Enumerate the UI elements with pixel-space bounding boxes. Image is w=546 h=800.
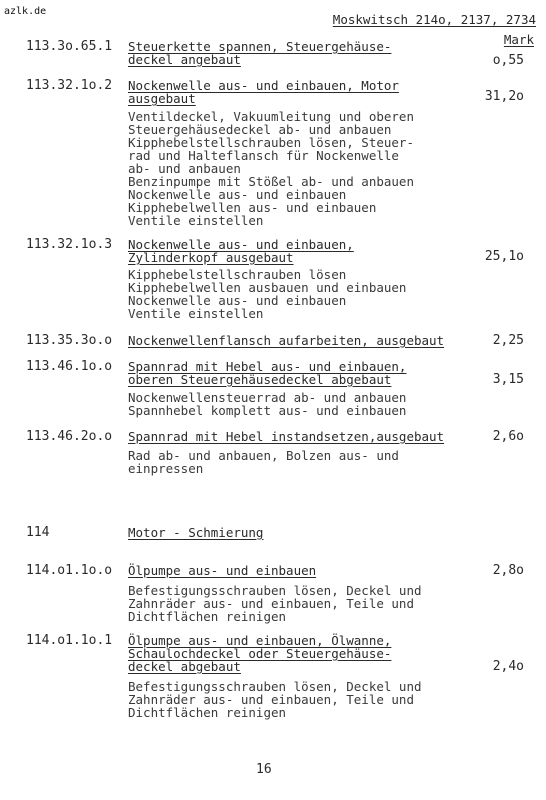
entry-desc: Kipphebelwellen aus- und einbauen: [128, 200, 377, 215]
entry-code: 114.o1.1o.1: [26, 633, 113, 648]
entry-value: 25,1o: [484, 249, 524, 264]
entry-desc: Kipphebelstellschrauben lösen, Steuer-: [128, 135, 414, 150]
entry-desc: Kipphebelstellschrauben lösen: [128, 267, 347, 282]
entry-desc: Dichtflächen reinigen: [128, 705, 287, 720]
entry-title: Zylinderkopf ausgebaut: [128, 250, 294, 265]
entry-desc: Nockenwelle aus- und einbauen: [128, 187, 347, 202]
entry-desc: rad und Halteflansch für Nockenwelle: [128, 148, 399, 163]
entry-value: o,55: [492, 53, 524, 68]
entry-title: oberen Steuergehäusedeckel abgebaut: [128, 372, 392, 387]
entry-desc: Kipphebelwellen ausbauen und einbauen: [128, 280, 407, 295]
entry-desc: Befestigungsschrauben lösen, Deckel und: [128, 679, 422, 694]
entry-code: 113.46.1o.o: [26, 359, 113, 374]
entry-title: Nockenwelle aus- und einbauen, Motor: [128, 78, 399, 93]
unit-label: Mark: [503, 32, 534, 47]
entry-desc: Ventile einstellen: [128, 213, 264, 228]
entry-desc: Befestigungsschrauben lösen, Deckel und: [128, 583, 422, 598]
entry-value: 3,15: [492, 372, 524, 387]
entry-value: 2,4o: [492, 659, 524, 674]
section-code: 114: [26, 525, 50, 540]
entry-title: deckel abgebaut: [128, 659, 241, 674]
entry-code: 113.32.1o.2: [26, 78, 113, 93]
entry-title: ausgebaut: [128, 91, 196, 106]
entry-title: Ölpumpe aus- und einbauen: [128, 563, 317, 578]
entry-desc: Nockenwelle aus- und einbauen: [128, 293, 347, 308]
entry-value: 31,2o: [484, 89, 524, 104]
entry-desc: ab- und anbauen: [128, 161, 241, 176]
entry-title: Schaulochdeckel oder Steuergehäuse-: [128, 646, 392, 661]
entry-code: 113.46.2o.o: [26, 429, 113, 444]
entry-title: Nockenwelle aus- und einbauen,: [128, 237, 354, 252]
entry-value: 2,6o: [492, 429, 524, 444]
entry-desc: Steuergehäusedeckel ab- und anbauen: [128, 122, 392, 137]
entry-title: deckel angebaut: [128, 52, 241, 67]
entry-title: Nockenwellenflansch aufarbeiten, ausgebaut: [128, 333, 445, 348]
entry-desc: Ventildeckel, Vakuumleitung und oberen: [128, 109, 414, 124]
entry-desc: einpressen: [128, 461, 204, 476]
page-header: Moskwitsch 214o, 2137, 2734: [332, 12, 536, 27]
entry-value: 2,25: [492, 333, 524, 348]
entry-desc: Benzinpumpe mit Stößel ab- und anbauen: [128, 174, 414, 189]
entry-code: 114.o1.1o.o: [26, 563, 113, 578]
page-number: 16: [256, 762, 272, 777]
site-watermark: azlk.de: [4, 6, 47, 17]
entry-code: 113.35.3o.o: [26, 333, 113, 348]
entry-title: Steuerkette spannen, Steuergehäuse-: [128, 39, 392, 54]
entry-value: 2,8o: [492, 563, 524, 578]
entry-desc: Zahnräder aus- und einbauen, Teile und: [128, 692, 414, 707]
entry-desc: Nockenwellensteuerrad ab- und anbauen: [128, 390, 407, 405]
entry-code: 113.3o.65.1: [26, 39, 113, 54]
entry-desc: Ventile einstellen: [128, 306, 264, 321]
section-title: Motor - Schmierung: [128, 525, 264, 540]
entry-desc: Zahnräder aus- und einbauen, Teile und: [128, 596, 414, 611]
entry-code: 113.32.1o.3: [26, 237, 113, 252]
entry-title: Spannrad mit Hebel aus- und einbauen,: [128, 359, 407, 374]
entry-desc: Rad ab- und anbauen, Bolzen aus- und: [128, 448, 399, 463]
entry-title: Ölpumpe aus- und einbauen, Ölwanne,: [128, 633, 392, 648]
entry-desc: Spannhebel komplett aus- und einbauen: [128, 403, 407, 418]
entry-desc: Dichtflächen reinigen: [128, 609, 287, 624]
entry-title: Spannrad mit Hebel instandsetzen,ausgebaut: [128, 429, 445, 444]
